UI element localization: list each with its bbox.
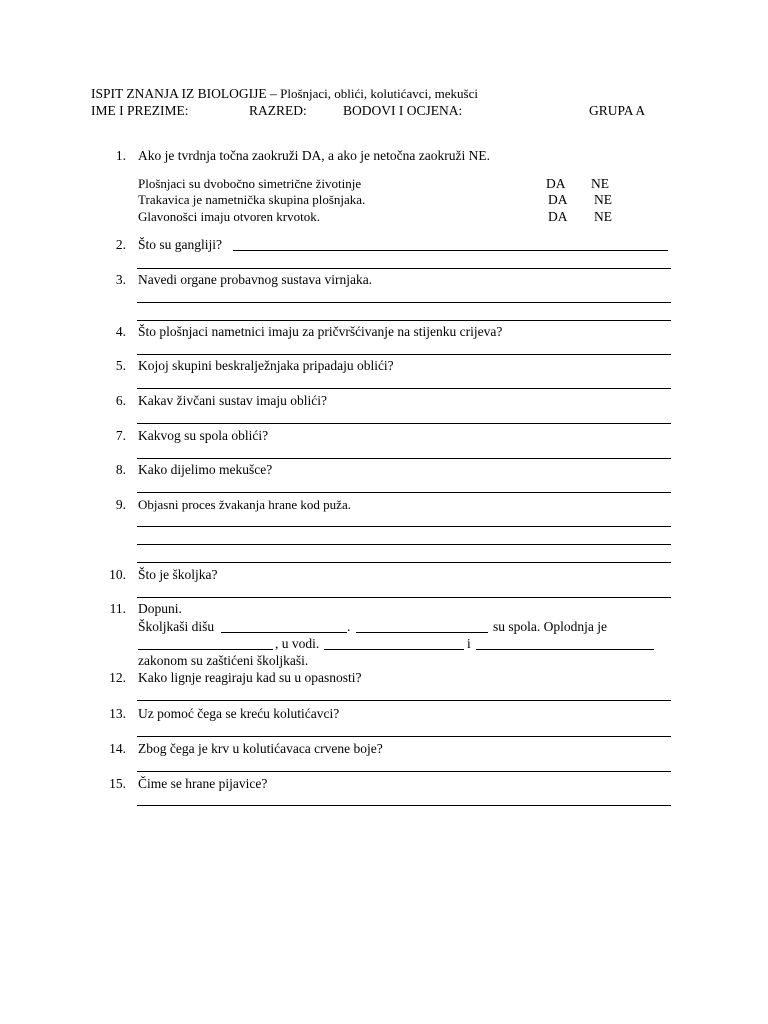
answer-line[interactable]	[137, 736, 671, 737]
answer-line[interactable]	[137, 320, 671, 321]
answer-line[interactable]	[137, 562, 671, 563]
fill-in-text: i	[467, 636, 471, 651]
question-number: 6.	[115, 393, 126, 408]
name-label: IME I PREZIME:	[91, 103, 189, 118]
answer-yes[interactable]: DA	[548, 209, 568, 224]
exam-title-dash: –	[270, 86, 277, 101]
fill-in-text: Školjkaši dišu	[138, 619, 215, 634]
question-text: Što plošnjaci nametnici imaju za pričvršćivanje na stijenku crijeva?	[138, 324, 503, 339]
fill-in-text: , u vodi.	[275, 636, 320, 651]
question-text: Čime se hrane pijavice?	[138, 776, 268, 791]
question-number: 9.	[115, 497, 126, 512]
question-text: Kako dijelimo mekušce?	[138, 462, 273, 477]
question-text: Kojoj skupini beskralježnjaka pripadaju oblići?	[138, 358, 394, 373]
points-label: BODOVI I OCJENA:	[343, 103, 463, 118]
question-text: Ako je tvrdnja točna zaokruži DA, a ako je netočna zaokruži NE.	[138, 148, 490, 163]
question-number: 15.	[109, 776, 126, 791]
question-text: Kakvog su spola oblići?	[138, 428, 269, 443]
exam-title-topics: Plošnjaci, oblići, kolutićavci, mekušci	[280, 86, 478, 101]
question-number: 13.	[109, 706, 126, 721]
exam-title-subject: ISPIT ZNANJA IZ BIOLOGIJE	[91, 86, 267, 101]
question-number: 8.	[115, 462, 126, 477]
answer-line[interactable]	[137, 597, 671, 598]
fill-in-text: zakonom su zaštićeni školjkaši.	[138, 653, 309, 668]
answer-no[interactable]: NE	[591, 176, 609, 191]
question-text: Objasni proces žvakanja hrane kod puža.	[138, 497, 351, 512]
group-label: GRUPA A	[589, 103, 646, 118]
statement-text: Plošnjaci su dvobočno simetrične životinje	[138, 176, 362, 191]
answer-line[interactable]	[137, 805, 671, 806]
answer-line[interactable]	[137, 544, 671, 545]
answer-line[interactable]	[137, 423, 671, 424]
question-number: 5.	[115, 358, 126, 373]
answer-line[interactable]	[137, 354, 671, 355]
question-number: 3.	[115, 272, 126, 287]
answer-yes[interactable]: DA	[546, 176, 566, 191]
answer-line[interactable]	[137, 388, 671, 389]
fill-in-text: .	[347, 619, 351, 634]
answer-no[interactable]: NE	[594, 209, 612, 224]
fill-in-blank[interactable]	[138, 649, 273, 650]
exam-title	[91, 86, 478, 102]
question-number: 12.	[109, 670, 126, 685]
statement-text: Glavonošci imaju otvoren krvotok.	[138, 209, 320, 224]
question-number: 7.	[115, 428, 126, 443]
question-number: 4.	[115, 324, 126, 339]
question-number: 10.	[109, 567, 126, 582]
question-text: Što je školjka?	[138, 567, 218, 582]
statement-text: Trakavica je nametnička skupina plošnjaka.	[138, 192, 366, 207]
answer-line[interactable]	[137, 771, 671, 772]
question-text: Navedi organe probavnog sustava virnjaka.	[138, 272, 373, 287]
answer-line[interactable]	[137, 268, 671, 269]
fill-in-text: su spola. Oplodnja je	[493, 619, 607, 634]
fill-in-blank[interactable]	[221, 632, 347, 633]
question-text: Dopuni.	[138, 601, 182, 616]
answer-line[interactable]	[137, 458, 671, 459]
question-number: 2.	[115, 237, 126, 252]
question-number: 14.	[109, 741, 126, 756]
fill-in-blank[interactable]	[476, 649, 654, 650]
question-text: Što su gangliji?	[138, 237, 222, 252]
fill-in-blank[interactable]	[324, 649, 464, 650]
question-text: Zbog čega je krv u kolutićavaca crvene boje?	[138, 741, 383, 756]
question-number: 1.	[115, 148, 126, 163]
class-label: RAZRED:	[249, 103, 307, 118]
answer-line[interactable]	[233, 250, 668, 251]
answer-line[interactable]	[137, 492, 671, 493]
question-text: Uz pomoć čega se kreću kolutićavci?	[138, 706, 340, 721]
answer-yes[interactable]: DA	[548, 192, 568, 207]
question-text: Kakav živčani sustav imaju oblići?	[138, 393, 327, 408]
fill-in-blank[interactable]	[356, 632, 488, 633]
answer-no[interactable]: NE	[594, 192, 612, 207]
answer-line[interactable]	[137, 526, 671, 527]
answer-line[interactable]	[137, 302, 671, 303]
answer-line[interactable]	[137, 700, 671, 701]
question-text: Kako lignje reagiraju kad su u opasnosti?	[138, 670, 362, 685]
question-number: 11.	[109, 601, 126, 616]
